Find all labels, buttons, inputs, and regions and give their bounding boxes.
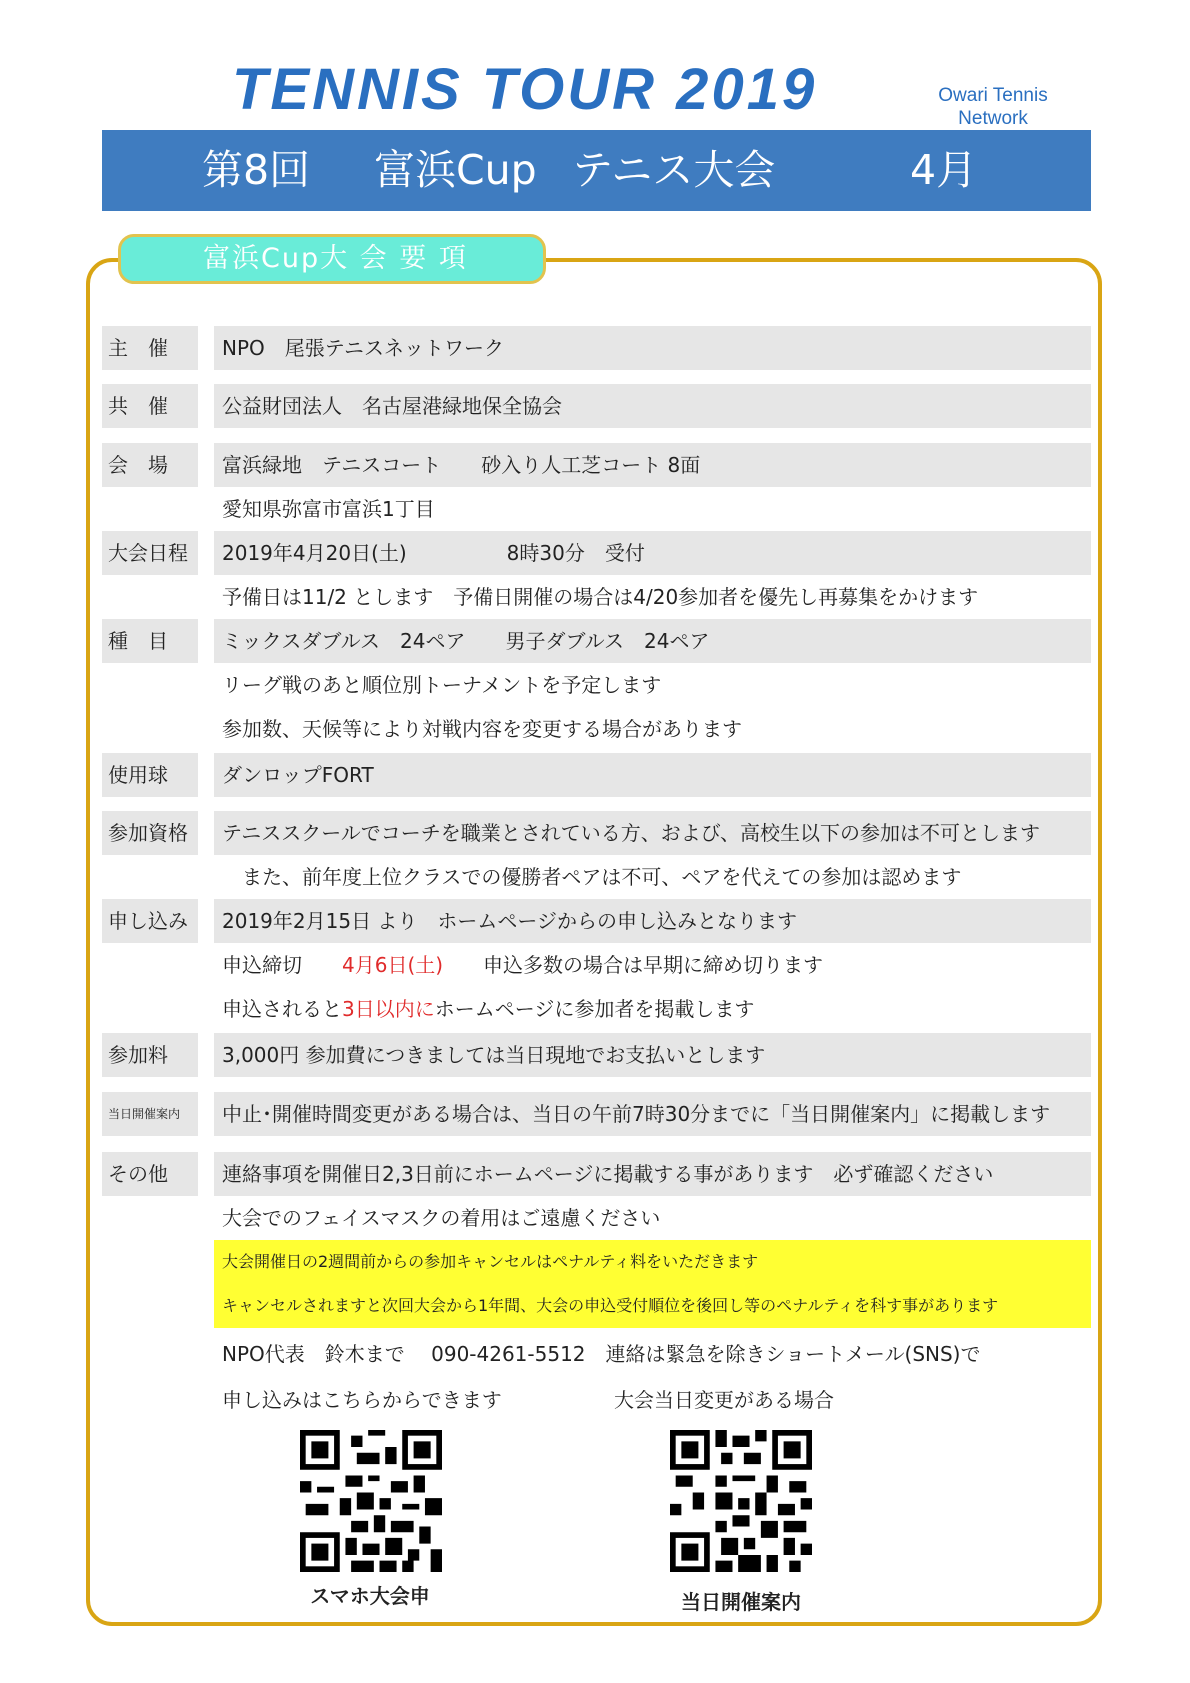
value-organizer: NPO 尾張テニスネットワーク xyxy=(214,326,1091,370)
qr-left-caption: 申し込みはこちらからできます xyxy=(222,1388,502,1412)
value-schedule-reserve: 予備日は11/2 とします 予備日開催の場合は4/20参加者を優先し再募集をかけます xyxy=(222,585,979,609)
deadline-prefix: 申込締切 xyxy=(222,953,342,977)
deadline-suffix: 申込多数の場合は早期に締め切ります xyxy=(443,953,824,977)
value-day-info: 中止･開催時間変更がある場合は、当日の午前7時30分までに「当日開催案内」に掲載します xyxy=(214,1092,1091,1136)
value-application-notice xyxy=(214,987,1091,1031)
value-ball: ダンロップFORT xyxy=(214,753,1091,797)
section-title-tab: 富浜Cup大 会 要 項 xyxy=(118,234,546,284)
penalty-notice-1: 大会開催日の2週間前からの参加キャンセルはペナルティ料をいただきます xyxy=(214,1240,1091,1284)
value-other-mask: 大会でのフェイスマスクの着用はご遠慮ください xyxy=(222,1206,661,1230)
value-other: 連絡事項を開催日2,3日前にホームページに掲載する事があります 必ず確認ください xyxy=(214,1152,1091,1196)
event-banner xyxy=(102,130,1091,211)
value-venue-address: 愛知県弥富市富浜1丁目 xyxy=(222,497,435,521)
banner-event: テニス大会 xyxy=(572,146,776,194)
org-name-line2: Network xyxy=(958,108,1028,129)
value-events-format: リーグ戦のあと順位別トーナメントを予定します xyxy=(222,673,662,697)
label-fee: 参加料 xyxy=(102,1033,198,1077)
application-qr-code[interactable] xyxy=(300,1430,442,1572)
value-fee: 3,000円 参加費につきましては当日現地でお支払いとします xyxy=(214,1033,1091,1077)
banner-cup: 富浜Cup xyxy=(374,146,537,194)
day-info-qr-code[interactable] xyxy=(670,1430,812,1572)
notice-prefix: 申込されると xyxy=(222,997,342,1021)
value-events-note: 参加数、天候等により対戦内容を変更する場合があります xyxy=(222,717,742,741)
label-schedule: 大会日程 xyxy=(102,531,198,575)
banner-month: 4月 xyxy=(910,146,978,194)
qr-left-label: スマホ大会申 xyxy=(310,1584,430,1608)
label-organizer: 主 催 xyxy=(102,326,198,370)
qr-right-caption: 大会当日変更がある場合 xyxy=(614,1388,834,1412)
value-eligibility-note: また、前年度上位クラスでの優勝者ペアは不可、ペアを代えての参加は認めます xyxy=(222,865,962,889)
value-venue: 富浜緑地 テニスコート 砂入り人工芝コート 8面 xyxy=(214,443,1091,487)
label-eligibility: 参加資格 xyxy=(102,811,198,855)
value-coorganizer: 公益財団法人 名古屋港緑地保全協会 xyxy=(214,384,1091,428)
penalty-notice-2: キャンセルされますと次回大会から1年間、大会の申込受付順位を後回し等のペナルティを科す事があります xyxy=(214,1284,1091,1328)
page-title: TENNIS TOUR 2019 xyxy=(232,57,818,122)
label-events: 種 目 xyxy=(102,619,198,663)
qr-right-label: 当日開催案内 xyxy=(681,1590,801,1614)
org-name-line1: Owari Tennis xyxy=(938,85,1048,106)
value-eligibility: テニススクールでコーチを職業とされている方、および、高校生以下の参加は不可とします xyxy=(214,811,1091,855)
contact-info: NPO代表 鈴木まで 090-4261-5512 連絡は緊急を除きショートメール(SNS)で xyxy=(222,1342,981,1366)
banner-edition: 第8回 xyxy=(202,146,311,194)
label-venue: 会 場 xyxy=(102,443,198,487)
label-application: 申し込み xyxy=(102,899,198,943)
notice-suffix: ホームページに参加者を掲載します xyxy=(434,997,755,1021)
value-events: ミックスダブルス 24ペア 男子ダブルス 24ペア xyxy=(214,619,1091,663)
value-schedule: 2019年4月20日(土) 8時30分 受付 xyxy=(214,531,1091,575)
notice-highlight: 3日以内に xyxy=(342,997,435,1021)
label-coorganizer: 共 催 xyxy=(102,384,198,428)
org-name xyxy=(918,84,1068,130)
value-application-deadline xyxy=(214,943,1091,987)
value-application: 2019年2月15日 より ホームページからの申し込みとなります xyxy=(214,899,1091,943)
label-day-info: 当日開催案内 xyxy=(102,1092,198,1136)
label-other: その他 xyxy=(102,1152,198,1196)
deadline-date: 4月6日(土) xyxy=(342,953,444,977)
label-ball: 使用球 xyxy=(102,753,198,797)
